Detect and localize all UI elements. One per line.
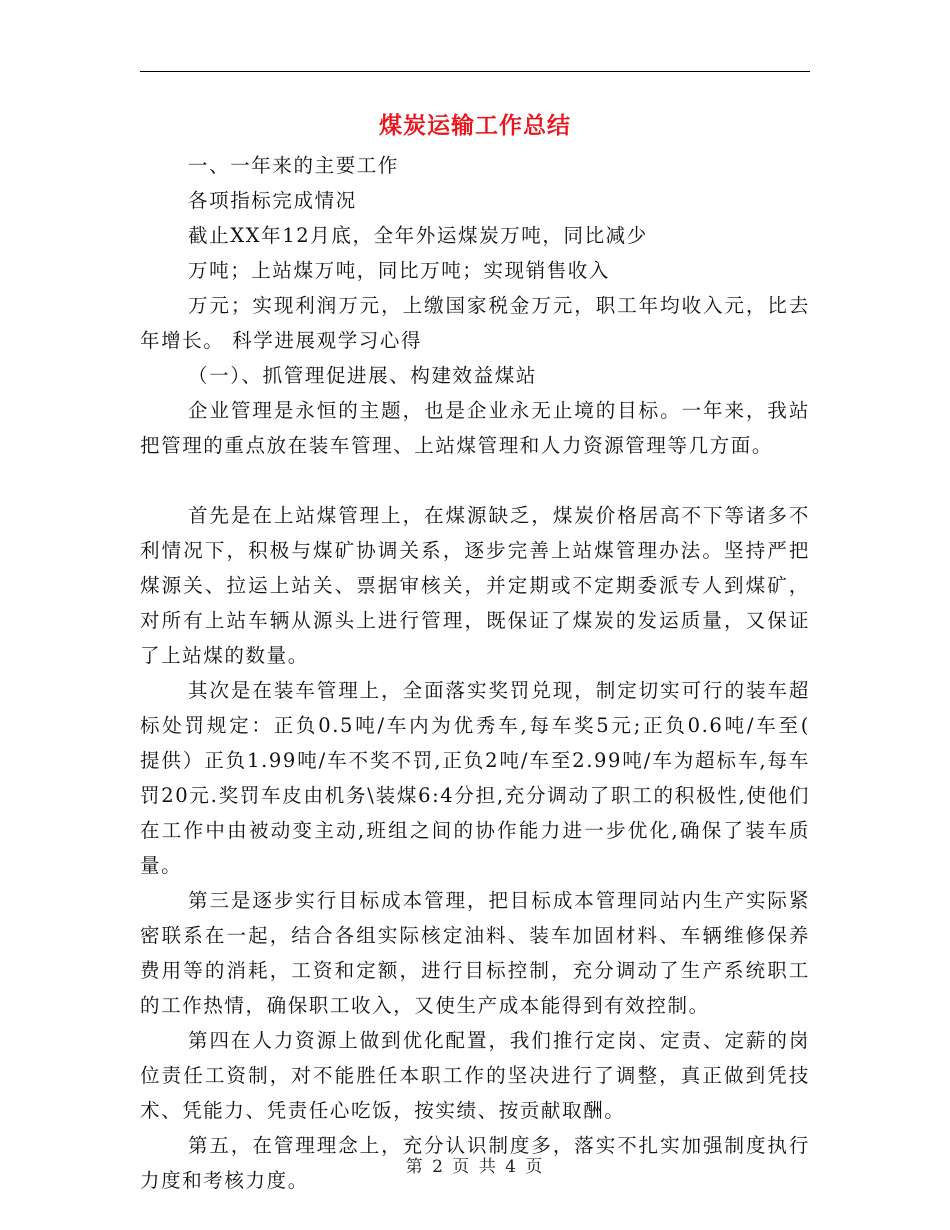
page-number: 第 2 页 共 4 页 [405, 1157, 545, 1177]
body-paragraph: 第四在人力资源上做到优化配置，我们推行定岗、定责、定薪的岗位责任工资制，对不能胜任本职工作的坚决进行了调整，真正做到凭技术、凭能力、凭责任心吃饭，按实绩、按贡献取酬。 [140, 1029, 810, 1122]
section-heading: 一、一年来的主要工作 [188, 154, 400, 177]
body-paragraph: 万元；实现利润万元，上缴国家税金万元，职工年均收入元，比去年增长。 科学进展观学习心得 [140, 294, 810, 352]
subsection-heading: 各项指标完成情况 [188, 189, 357, 212]
body-paragraph: 第三是逐步实行目标成本管理，把目标成本管理同站内生产实际紧密联系在一起，结合各组实际核定油料、装车加固材料、车辆维修保养费用等的消耗，工资和定额，进行目标控制，充分调动了生产系统职工的工作热情，确保职工收入，又使生产成本能得到有效控制。 [140, 889, 810, 1017]
body-paragraph: 截止XX年12月底，全年外运煤炭万吨，同比减少 [188, 224, 648, 247]
header-rule [140, 71, 810, 72]
subsection-heading: （一）、抓管理促进展、构建效益煤站 [188, 364, 537, 387]
document-body [140, 148, 853, 1198]
document-title: 煤炭运输工作总结 [379, 112, 571, 139]
body-paragraph: 其次是在装车管理上，全面落实奖罚兑现，制定切实可行的装车超标处罚规定：正负0.5吨/车内为优秀车,每车奖5元;正负0.6吨/车至( 提供）正负1.99吨/车不奖不罚,正负2吨/车至2.99吨/车为超标车,每车罚20元.奖罚车皮由机务\装煤6:4分担,充分调动了职工的积极性,使他们在工作中由被动变主动,班组之间的协作能力进一步优化,确保了装车质量。 [140, 679, 853, 877]
body-paragraph: 首先是在上站煤管理上，在煤源缺乏，煤炭价格居高不下等诸多不利情况下，积极与煤矿协调关系，逐步完善上站煤管理办法。坚持严把煤源关、拉运上站关、票据审核关，并定期或不定期委派专人到煤矿，对所有上站车辆从源头上进行管理，既保证了煤炭的发运质量，又保证了上站煤的数量。 [140, 504, 810, 667]
body-paragraph: 第五，在管理理念上，充分认识制度多，落实不扎实加强制度执行力度和考核力度。 [140, 1134, 810, 1192]
body-paragraph: 万吨；上站煤万吨，同比万吨；实现销售收入 [188, 259, 611, 282]
body-paragraph: 企业管理是永恒的主题，也是企业永无止境的目标。一年来，我站把管理的重点放在装车管理、上站煤管理和人力资源管理等几方面。 [140, 399, 810, 457]
